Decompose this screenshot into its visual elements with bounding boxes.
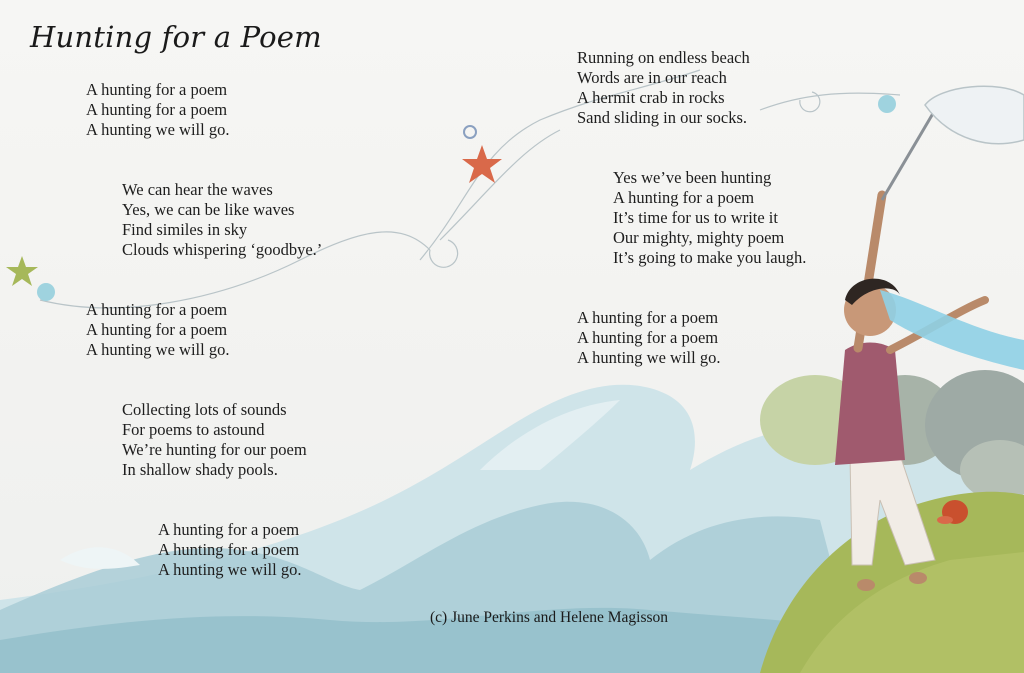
poem-title: Hunting for a Poem (30, 20, 322, 54)
starfish-left (6, 256, 38, 286)
poem-line: A hunting for a poem (158, 520, 300, 539)
stanza-left-4 (122, 400, 307, 480)
poem-line: Collecting lots of sounds (122, 400, 287, 419)
stanza-right-2 (613, 168, 806, 268)
poem-line: Words are in our reach (577, 68, 727, 87)
stanza-left-3 (86, 300, 229, 360)
poem-line: A hunting for a poem (86, 300, 228, 319)
poem-line: We’re hunting for our poem (122, 440, 307, 459)
poem-line: A hunting we will go. (86, 120, 230, 139)
poem-line: Our mighty, mighty poem (613, 228, 785, 247)
poem-line: Find similes in sky (122, 220, 248, 239)
poem-line: A hunting we will go. (577, 348, 721, 367)
poem-line: A hunting for a poem (577, 328, 719, 347)
starfish-center (462, 145, 502, 183)
shell-top (878, 95, 896, 113)
poem-line: A hunting we will go. (158, 560, 302, 579)
poem-line: In shallow shady pools. (122, 460, 278, 479)
poem-line: A hunting for a poem (86, 320, 228, 339)
stanza-left-2 (122, 180, 322, 260)
poem-line: Yes, we can be like waves (122, 200, 295, 219)
stanza-right-1 (577, 48, 750, 128)
shell-small (464, 126, 476, 138)
poem-line: For poems to astound (122, 420, 265, 439)
poem-line: A hunting for a poem (577, 308, 719, 327)
stanza-left-1 (86, 80, 229, 140)
stanza-left-5 (158, 520, 301, 580)
poem-line: A hunting for a poem (86, 100, 228, 119)
poem-line: A hunting for a poem (613, 188, 755, 207)
poem-line: It’s time for us to write it (613, 208, 778, 227)
stanza-right-3 (577, 308, 720, 368)
poem-line: We can hear the waves (122, 180, 273, 199)
shell-left (37, 283, 55, 301)
poem-line: A hunting for a poem (158, 540, 300, 559)
poem-line: A hermit crab in rocks (577, 88, 725, 107)
poem-line: Yes we’ve been hunting (613, 168, 772, 187)
poem-line: A hunting we will go. (86, 340, 230, 359)
poem-line: Running on endless beach (577, 48, 750, 67)
poem-line: Clouds whispering ‘goodbye.’ (122, 240, 323, 259)
poem-line: A hunting for a poem (86, 80, 228, 99)
poem-line: It’s going to make you laugh. (613, 248, 807, 267)
copyright-credit: (c) June Perkins and Helene Magisson (430, 609, 669, 626)
poem-line: Sand sliding in our socks. (577, 108, 748, 127)
